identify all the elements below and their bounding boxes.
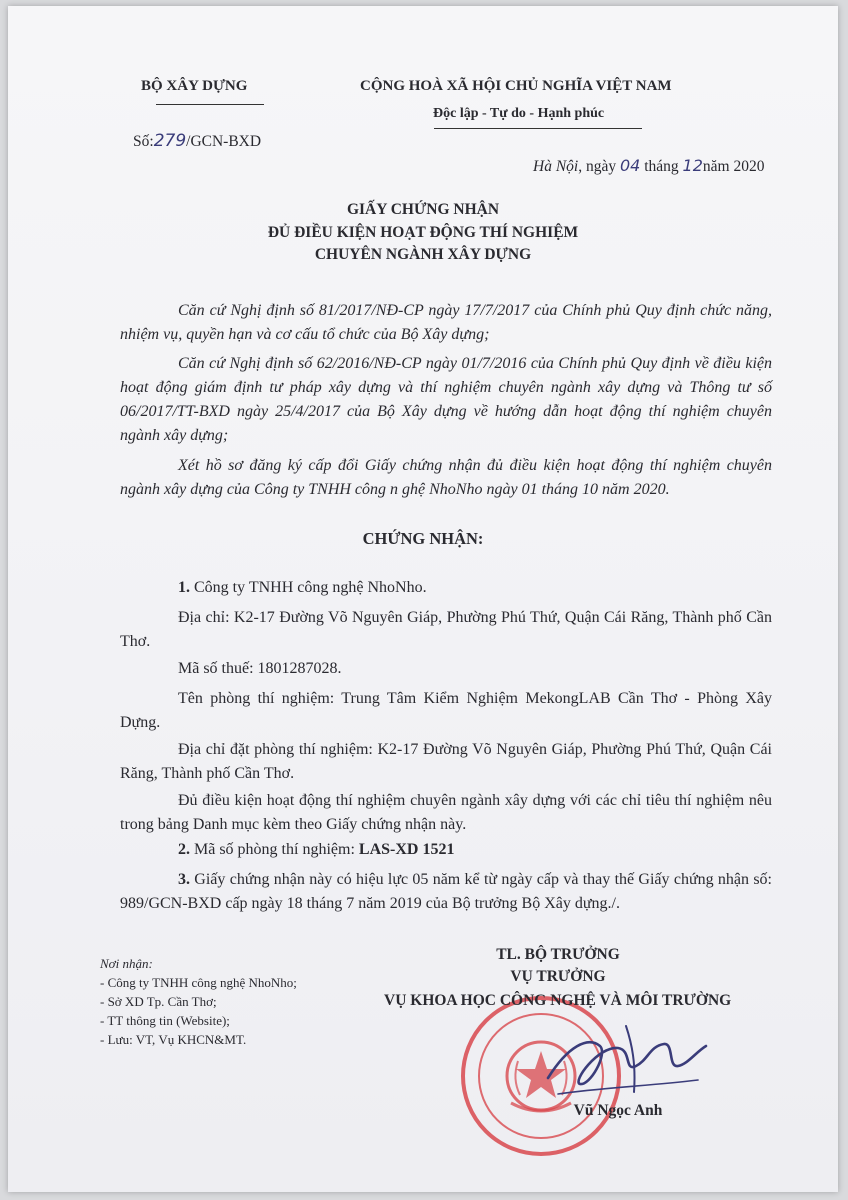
signatory-title-1: TL. BỘ TRƯỞNG	[496, 946, 620, 963]
lab-address: Địa chỉ đặt phòng thí nghiệm: K2-17 Đường Võ Nguyên Giáp, Phường Phú Thứ, Quận Cái Răng, Thành phố Cần Thơ.	[120, 741, 772, 782]
preamble-decree-62: Căn cứ Nghị định số 62/2016/NĐ-CP ngày 01/7/2016 của Chính phủ Quy định về điều kiện hoạt động giám định tư pháp xây dựng và thí nghiệm chuyên ngành xây dựng và Thông tư số 06/2017/TT-BXD ngày 25/4/2017 của Bộ Xây dựng về hướng dẫn hoạt động thí nghiệm chuyên ngành xây dựng;	[120, 355, 772, 444]
item-3-number: 3.	[178, 871, 190, 888]
recipients-label: Nơi nhận:	[100, 956, 153, 971]
doc-title-line1: GIẤY CHỨNG NHẬN	[346, 201, 500, 218]
recipient-item: - Công ty TNHH công nghệ NhoNho;	[100, 975, 297, 990]
document-number	[133, 131, 261, 151]
item-1-company	[120, 576, 772, 600]
doc-title-line3: CHUYÊN NGÀNH XÂY DỰNG	[314, 246, 532, 263]
recipient-item: - TT thông tin (Website);	[100, 1013, 230, 1028]
recipient-item: - Sở XD Tp. Cần Thơ;	[100, 994, 217, 1009]
signatory-department: VỤ KHOA HỌC CÔNG NGHỆ VÀ MÔI TRƯỜNG	[384, 992, 732, 1009]
item-2-number: 2.	[178, 841, 190, 858]
tax-code: Mã số thuế: 1801287028.	[178, 660, 342, 677]
date-place: Hà Nội	[533, 158, 579, 175]
eligibility-statement: Đủ điều kiện hoạt động thí nghiệm chuyên ngành xây dựng với các chỉ tiêu thí nghiệm nêu trong bảng Danh mục kèm theo Giấy chứng nhận này.	[120, 792, 772, 833]
date-month-handwritten: 12	[682, 156, 703, 175]
doc-number-suffix: /GCN-BXD	[186, 133, 262, 150]
item-3-validity	[120, 868, 772, 916]
preamble-decree-81: Căn cứ Nghị định số 81/2017/NĐ-CP ngày 17/7/2017 của Chính phủ Quy định chức năng, nhiệm vụ, quyền hạn và cơ cấu tổ chức của Bộ Xây dựng;	[120, 302, 772, 343]
issue-date	[533, 156, 764, 176]
item-3-text: Giấy chứng nhận này có hiệu lực 05 năm kể từ ngày cấp và thay thế Giấy chứng nhận số: 989/GCN-BXD cấp ngày 18 tháng 7 năm 2019 của Bộ trưởng Bộ Xây dựng./.	[120, 871, 772, 912]
doc-number-handwritten: 279	[153, 131, 187, 151]
document-page	[8, 6, 838, 1192]
item-2-label: Mã số phòng thí nghiệm:	[190, 841, 359, 858]
national-motto: Độc lập - Tự do - Hạnh phúc	[433, 106, 605, 121]
date-ngay-label: , ngày	[578, 158, 620, 175]
preamble-application: Xét hồ sơ đăng ký cấp đổi Giấy chứng nhận đủ điều kiện hoạt động thí nghiệm chuyên ngành xây dựng của Công ty TNHH công n ghệ NhoNho ngày 01 tháng 10 năm 2020.	[120, 457, 772, 498]
lab-name: Tên phòng thí nghiệm: Trung Tâm Kiểm Nghiệm MekongLAB Cần Thơ - Phòng Xây Dựng.	[120, 690, 772, 731]
item-1-text: Công ty TNHH công nghệ NhoNho.	[190, 579, 427, 596]
doc-number-prefix: Số:	[133, 133, 154, 150]
recipients-block	[100, 954, 360, 1049]
date-year: năm 2020	[702, 158, 765, 175]
motto-underline	[434, 128, 642, 129]
issuing-ministry: BỘ XÂY DỰNG	[141, 78, 248, 94]
recipient-item: - Lưu: VT, Vụ KHCN&MT.	[100, 1032, 247, 1047]
signatory-name: Vũ Ngọc Anh	[573, 1102, 663, 1119]
item-2-lab-code	[120, 838, 772, 862]
doc-title-line2: ĐỦ ĐIỀU KIỆN HOẠT ĐỘNG THÍ NGHIỆM	[267, 224, 579, 241]
item-1-number: 1.	[178, 579, 190, 596]
date-day-handwritten: 04	[619, 156, 641, 175]
lab-code-value: LAS-XD 1521	[358, 841, 455, 858]
certify-heading: CHỨNG NHẬN:	[362, 529, 484, 548]
national-title: CỘNG HOÀ XÃ HỘI CHỦ NGHĨA VIỆT NAM	[360, 78, 672, 94]
date-thang-label: tháng	[640, 158, 683, 175]
company-address: Địa chỉ: K2-17 Đường Võ Nguyên Giáp, Phường Phú Thứ, Quận Cái Răng, Thành phố Cần Thơ.	[120, 609, 772, 650]
handwritten-signature	[528, 1016, 718, 1106]
ministry-underline	[156, 104, 264, 105]
signatory-title-2: VỤ TRƯỞNG	[510, 968, 606, 985]
